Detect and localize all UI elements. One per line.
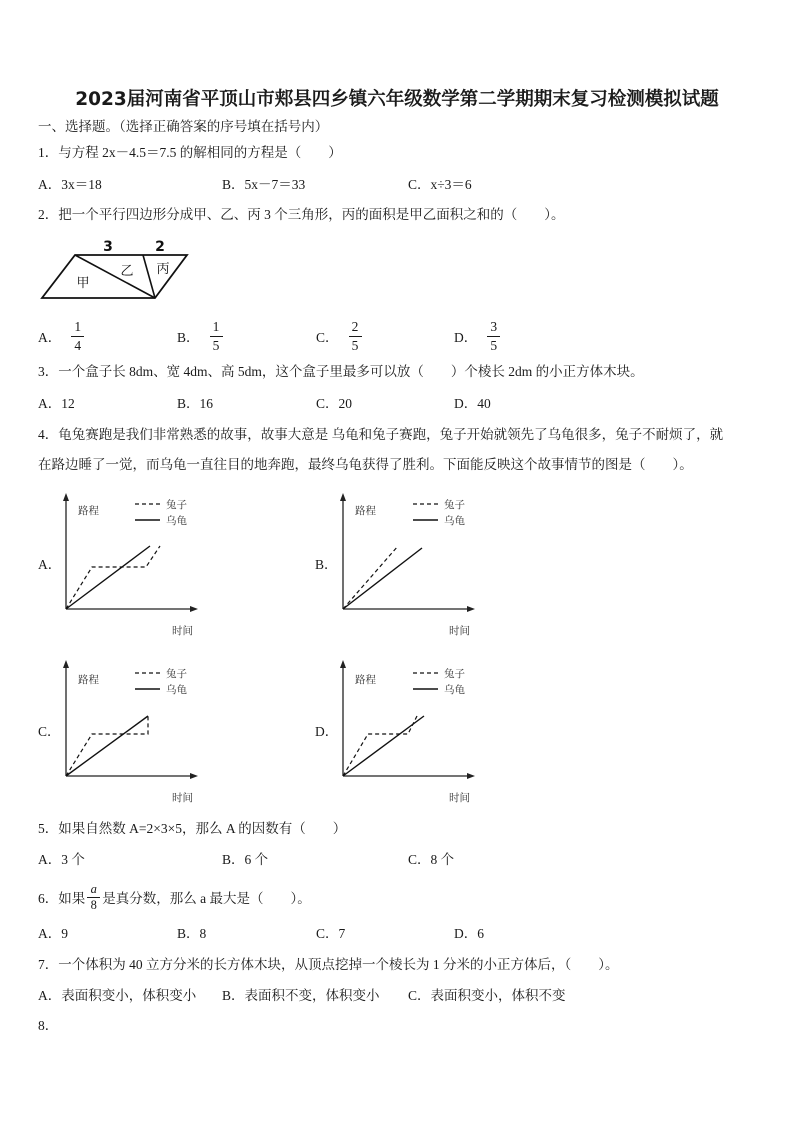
q3-option-c: C．20 [316, 396, 353, 411]
option-letter: D． [454, 330, 478, 345]
q2-stem: 2．把一个平行四边形分成甲、乙、丙 3 个三角形，丙的面积是甲乙面积之和的（ ）。 [38, 207, 565, 222]
x-axis-label: 时间 [449, 625, 470, 637]
y-axis-arrow [63, 660, 69, 668]
fraction-numerator: 2 [349, 318, 362, 337]
triangle-label-jia: 甲 [76, 275, 90, 290]
option-fraction [349, 318, 362, 355]
x-axis-label: 时间 [172, 792, 193, 804]
fraction-denominator: 5 [212, 337, 220, 353]
q2-option-d [454, 316, 500, 356]
y-axis-label: 路程 [355, 505, 376, 517]
fraction-denominator: 4 [74, 337, 82, 353]
q6-stem [38, 880, 311, 914]
fraction-numerator: 1 [71, 318, 84, 337]
q5-option-b: B．6 个 [222, 852, 269, 867]
rabbit-line [66, 546, 160, 609]
q7-option-a: A．表面积变小，体积变小 [38, 988, 197, 1003]
q6-option-c: C．7 [316, 926, 346, 941]
q3-option-a: A．12 [38, 396, 75, 411]
fraction-denominator: 5 [490, 337, 498, 353]
rabbit-line [343, 546, 398, 609]
triangle-label-yi: 乙 [120, 263, 134, 278]
q6-stem-suffix: 是真分数，那么 a 最大是（ ）。 [102, 891, 311, 906]
y-axis-arrow [63, 493, 69, 501]
q4-graph-c [60, 657, 230, 807]
fraction-numerator: 1 [210, 318, 223, 337]
turtle-line [343, 548, 422, 609]
option-letter: A． [38, 330, 62, 345]
q4-graph-c-letter: C． [38, 724, 61, 739]
y-axis-label: 路程 [78, 505, 99, 517]
legend-rabbit: 兔子 [166, 668, 187, 680]
y-axis-label: 路程 [78, 674, 99, 686]
option-letter: B． [177, 330, 200, 345]
x-axis-label: 时间 [172, 625, 193, 637]
q4-graph-b-letter: B． [315, 557, 338, 572]
q4-graph-d [337, 657, 507, 807]
fraction-numerator: 3 [487, 318, 500, 337]
legend-turtle: 乌龟 [444, 515, 465, 527]
y-axis-label: 路程 [355, 674, 376, 686]
q7-stem: 7．一个体积为 40 立方分米的长方体木块，从顶点挖掉一个棱长为 1 分米的小正方体后，（ ）。 [38, 957, 619, 972]
option-fraction [71, 318, 84, 355]
x-axis-arrow [190, 606, 198, 612]
q3-stem: 3．一个盒子长 8dm、宽 4dm、高 5dm，这个盒子里最多可以放（ ）个棱长 2dm 的小正方体木块。 [38, 364, 644, 379]
x-axis-arrow [467, 773, 475, 779]
fraction-denominator: 5 [351, 337, 359, 353]
q2-option-a [38, 316, 84, 356]
q6-option-a: A．9 [38, 926, 68, 941]
q6-option-b: B．8 [177, 926, 207, 941]
q1-stem: 1．与方程 2x－4.5＝7.5 的解相同的方程是（ ） [38, 145, 342, 160]
q8-number: 8． [38, 1018, 59, 1033]
q4-graph-b [337, 490, 507, 640]
y-axis-arrow [340, 493, 346, 501]
option-letter: C． [316, 330, 339, 345]
q3-option-d: D．40 [454, 396, 491, 411]
triangle-label-bing: 丙 [156, 261, 170, 276]
divider-line [143, 255, 155, 298]
q4-graph-a-letter: A． [38, 557, 62, 572]
x-axis-arrow [190, 773, 198, 779]
q5-stem: 5．如果自然数 A=2×3×5，那么 A 的因数有（ ） [38, 821, 347, 836]
q3-option-b: B．16 [177, 396, 214, 411]
q5-option-c: C．8 个 [408, 852, 455, 867]
q4-graph-a [60, 490, 230, 640]
q1-option-b: B．5x－7＝33 [222, 177, 306, 192]
option-fraction [487, 318, 500, 355]
q5-option-a: A．3 个 [38, 852, 85, 867]
segment-label-2: 2 [155, 239, 165, 255]
q2-parallelogram-figure [38, 236, 193, 302]
segment-label-3: 3 [103, 239, 113, 255]
q1-option-c: C．x÷3＝6 [408, 177, 472, 192]
q2-option-c [316, 316, 362, 356]
turtle-line [66, 716, 148, 776]
legend-rabbit: 兔子 [444, 668, 465, 680]
q6-stem-prefix: 6．如果 [38, 891, 86, 906]
q7-option-c: C．表面积变小，体积不变 [408, 988, 566, 1003]
q7-option-b: B．表面积不变，体积变小 [222, 988, 380, 1003]
fraction-denominator: 8 [90, 897, 97, 912]
legend-turtle: 乌龟 [166, 515, 187, 527]
q2-option-b [177, 316, 223, 356]
legend-turtle: 乌龟 [166, 684, 187, 696]
turtle-line [66, 546, 150, 609]
q4-stem-line2: 在路边睡了一觉，而乌龟一直往目的地奔跑，最终乌龟获得了胜利。下面能反映这个故事情节的图是（ ）。 [38, 457, 693, 472]
option-fraction [210, 318, 223, 355]
q4-stem-line1: 4．龟兔赛跑是我们非常熟悉的故事，故事大意是 乌龟和兔子赛跑，兔子开始就领先了乌龟很多，兔子不耐烦了，就 [38, 427, 724, 442]
y-axis-arrow [340, 660, 346, 668]
legend-rabbit: 兔子 [166, 499, 187, 511]
q6-option-d: D．6 [454, 926, 484, 941]
page-title: 2023届河南省平顶山市郏县四乡镇六年级数学第二学期期末复习检测模拟试题 [75, 89, 719, 110]
section-heading: 一、选择题。（选择正确答案的序号填在括号内） [38, 119, 329, 134]
x-axis-arrow [467, 606, 475, 612]
legend-turtle: 乌龟 [444, 684, 465, 696]
fraction-numerator: a [87, 882, 100, 898]
legend-rabbit: 兔子 [444, 499, 465, 511]
q1-option-a: A．3x＝18 [38, 177, 102, 192]
x-axis-label: 时间 [449, 792, 470, 804]
q4-graph-d-letter: D． [315, 724, 339, 739]
q6-fraction [87, 882, 100, 913]
